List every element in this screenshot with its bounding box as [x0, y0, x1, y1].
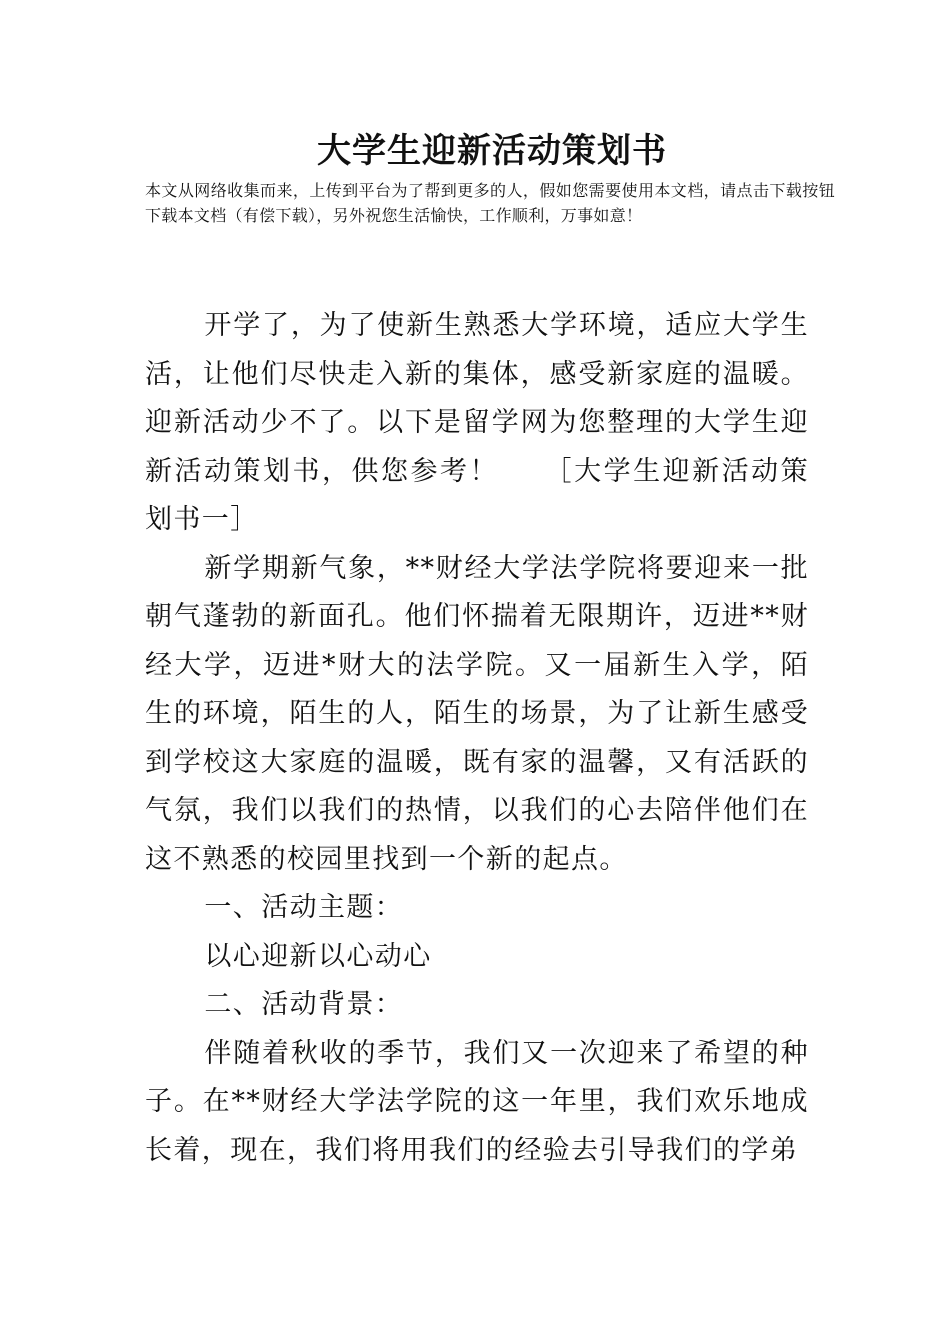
paragraph-background: 伴随着秋收的季节，我们又一次迎来了希望的种子。在**财经大学法学院的这一年里，我们欢乐地成长着，现在，我们将用我们的经验去引导我们的学弟 [145, 1037, 809, 1166]
paragraph-intro: 开学了，为了使新生熟悉大学环境，适应大学生活，让他们尽快走入新的集体，感受新家庭的温暖。迎新活动少不了。以下是留学网为您整理的大学生迎新活动策划书，供您参考！ ［大学生迎新活动策划书一］ [145, 310, 809, 535]
section-heading-background: 二、活动背景： [204, 989, 404, 1020]
paragraph-theme: 以心迎新以心动心 [204, 940, 432, 972]
document-title: 大学生迎新活动策划书 [317, 131, 667, 171]
document-body [145, 302, 809, 1175]
section-heading-theme: 一、活动主题： [204, 892, 404, 923]
paragraph-new-semester: 新学期新气象，**财经大学法学院将要迎来一批朝气蓬勃的新面孔。他们怀揣着无限期许，迈进**财经大学，迈进*财大的法学院。又一届新生入学，陌生的环境，陌生的人，陌生的场景，为了让新生感受到学校这大家庭的温暖，既有家的温馨，又有活跃的气氛，我们以我们的热情，以我们的心去陪伴他们在这不熟悉的校园里找到一个新的起点。 [145, 552, 809, 875]
disclaimer-text: 本文从网络收集而来，上传到平台为了帮到更多的人，假如您需要使用本文档，请点击下载按钮下载本文档（有偿下载），另外祝您生活愉快，工作顺利，万事如意！ [145, 181, 835, 225]
